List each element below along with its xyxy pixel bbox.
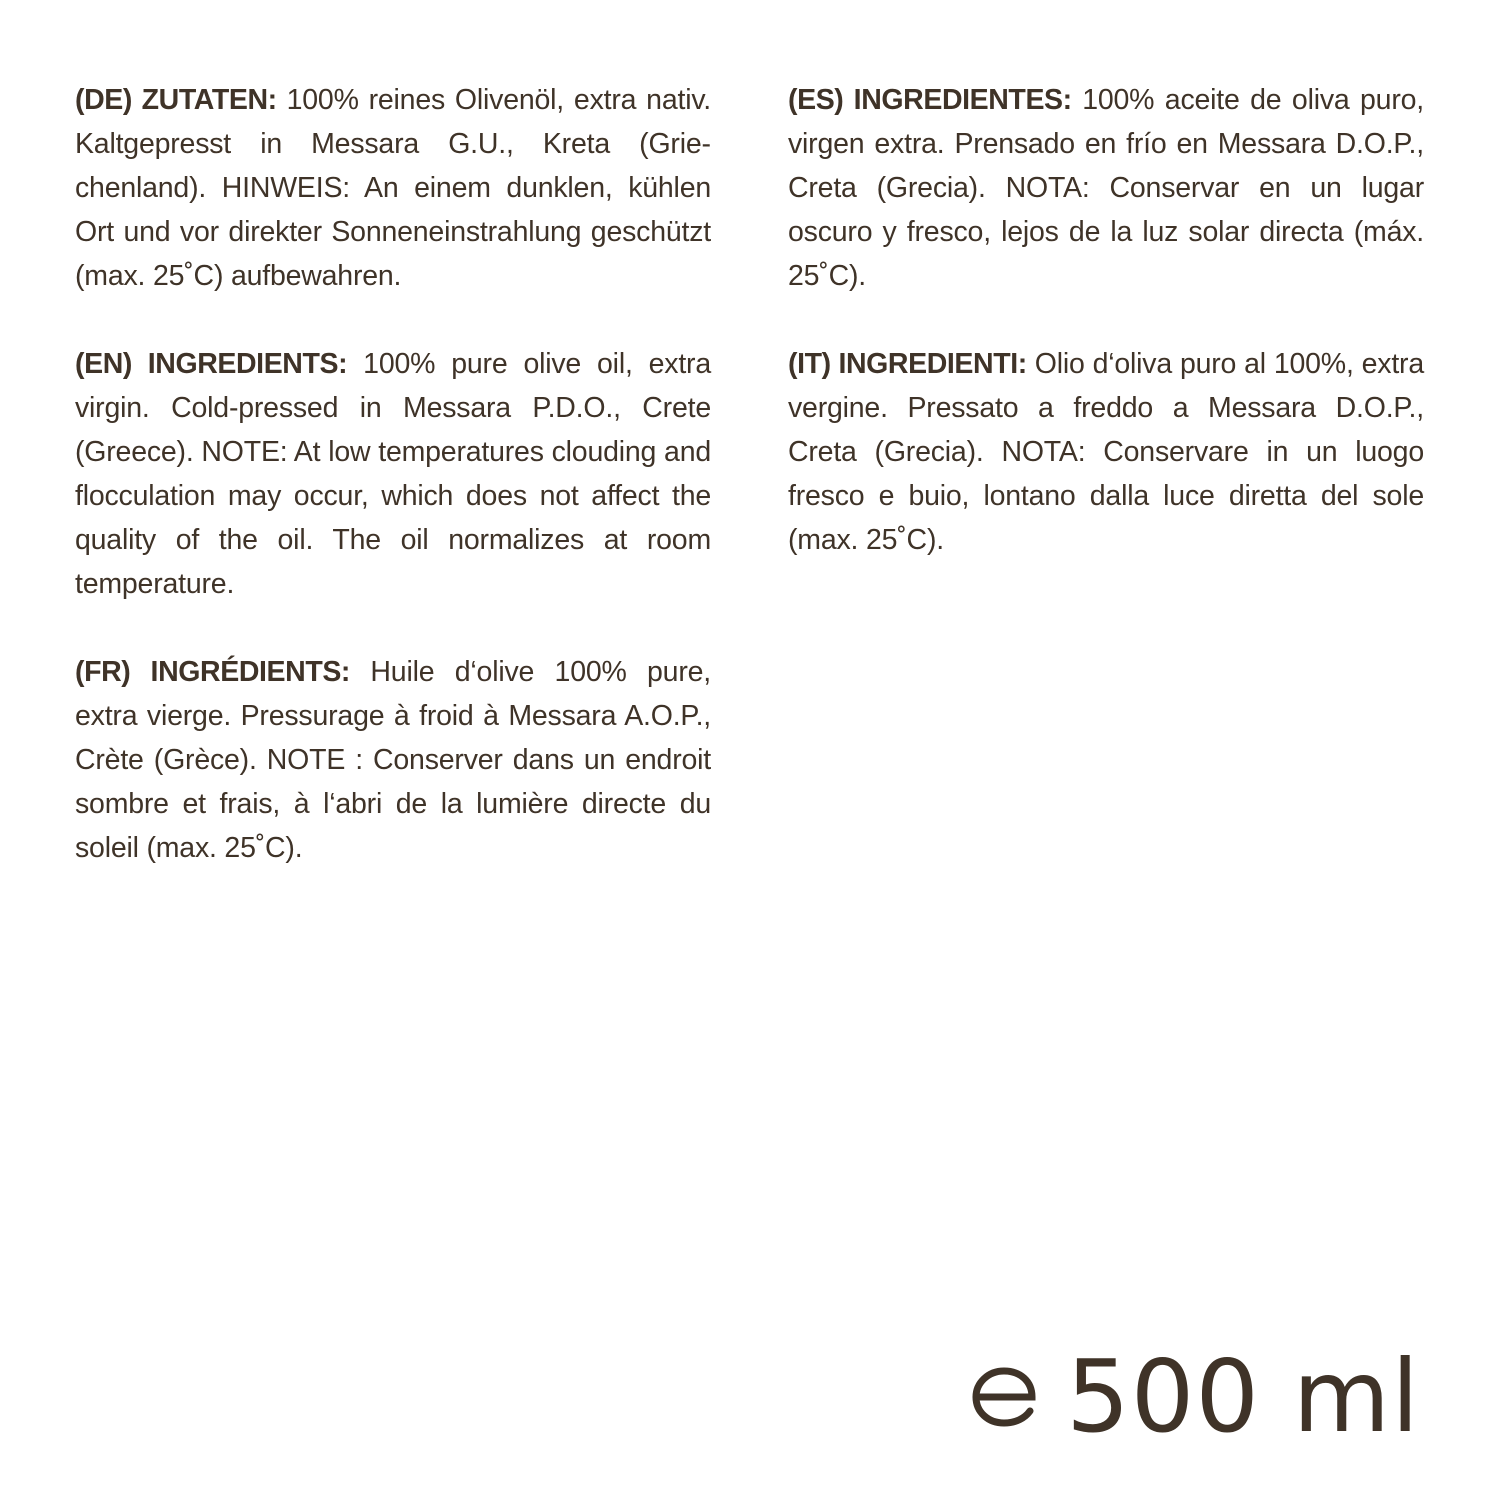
section-en [75, 342, 711, 606]
section-en-label: (EN) INGREDIENTS: [75, 348, 348, 380]
section-fr-label: (FR) INGRÉDIENTS: [75, 656, 351, 688]
section-de [75, 78, 711, 298]
section-es-label: (ES) INGREDIENTES: [788, 84, 1072, 116]
section-de-label: (DE) ZUTATEN: [75, 84, 277, 116]
section-it-text: Olio d‘oliva puro al 100%, extra vergine. Pressato a freddo a Messara D.O.P., Creta (Grecia). NOTA: Conservare in un luogo fresco e buio, lontano dalla luce diretta del sole (max. 25˚C). [788, 348, 1424, 556]
section-es [788, 78, 1424, 298]
section-de-text: 100% reines Olivenöl, extra nativ. Kaltgepresst in Messara G.U., Kreta (Griechenland). HINWEIS: An einem dunklen, kühlen Ort und vor direkter Sonneneinstrahlung geschützt (max. 25˚C) aufbewahren. [75, 84, 711, 292]
section-es-text: 100% aceite de oliva puro, virgen extra. Prensado en frío en Messara D.O.P., Creta (Grecia). NOTA: Conservar en un lugar oscuro y fresco, lejos de la luz solar directa (máx. 25˚C). [788, 84, 1424, 292]
section-fr-text: Huile d‘olive 100% pure, extra vierge. Pressurage à froid à Messara A.O.P., Crète (Grèce). NOTE : Conserver dans un endroit sombre et frais, à l‘abri de la lumière directe du soleil (max. 25˚C). [75, 656, 711, 864]
section-en-text: 100% pure olive oil, extra virgin. Cold-pressed in Messara P.D.O., Crete (Greece). NOTE: At low temperatures clouding and flocculation may occur, which does not affect the quality of the oil. The oil normalizes at room temperature. [75, 348, 711, 600]
estimated-sign-icon [964, 1357, 1044, 1437]
section-it-label: (IT) INGREDIENTI: [788, 348, 1027, 380]
right-column [788, 78, 1424, 606]
section-fr [75, 650, 711, 870]
left-column [75, 78, 711, 914]
volume-value: 500 ml [1066, 1338, 1420, 1455]
section-it [788, 342, 1424, 562]
volume-mark [964, 1338, 1420, 1455]
